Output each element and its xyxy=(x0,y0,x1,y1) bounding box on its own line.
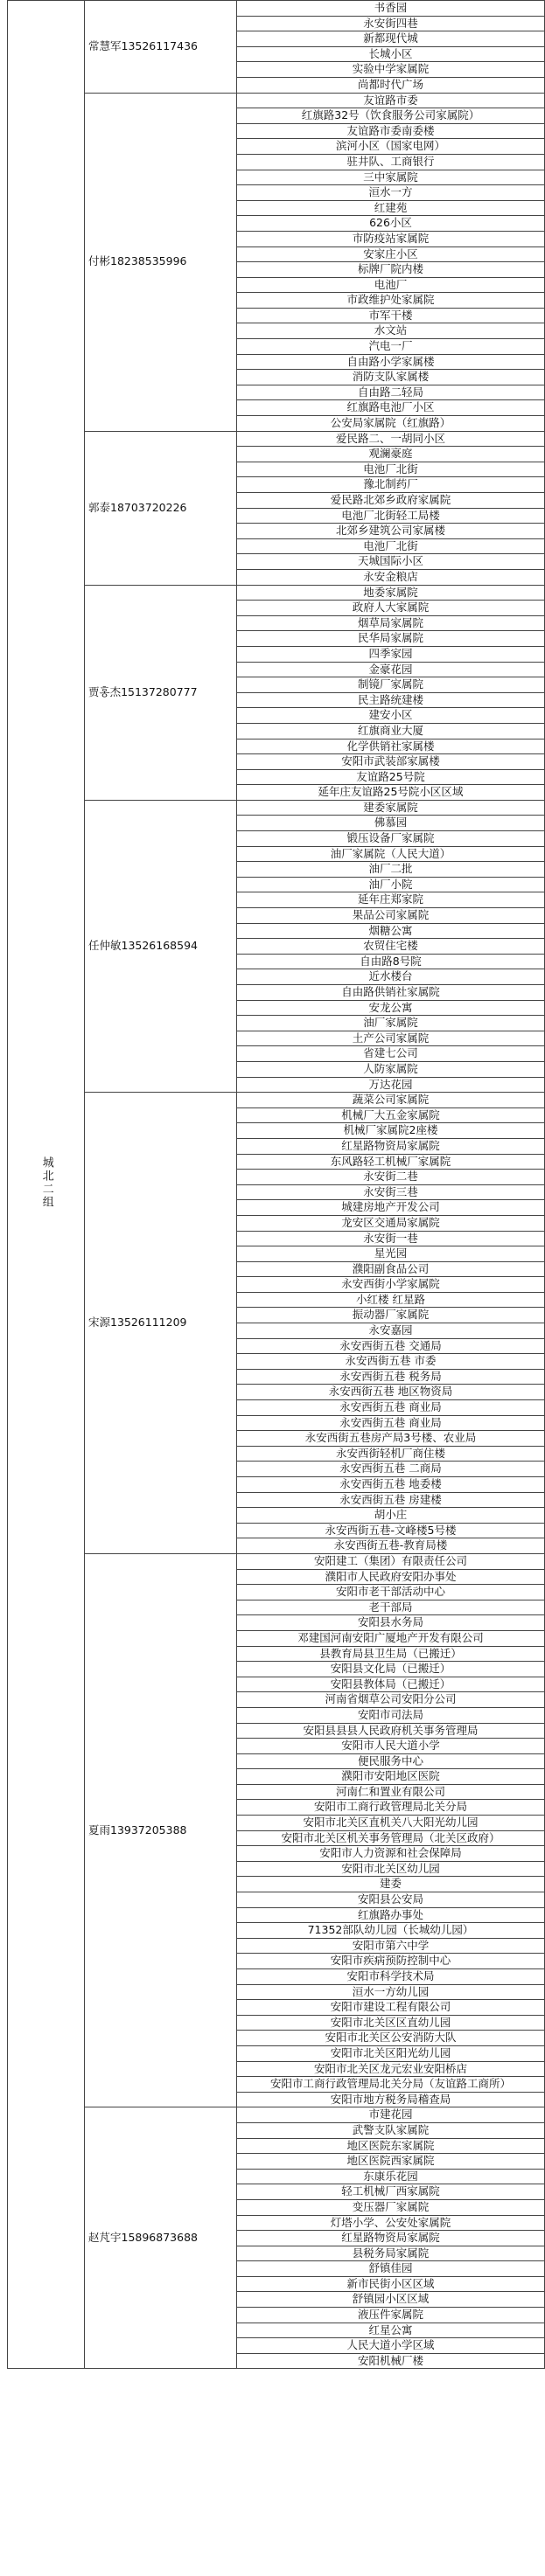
place-cell: 武警支队家属院 xyxy=(237,2122,545,2138)
place-cell: 安阳市北关区龙元宏业安阳桥店 xyxy=(237,2061,545,2077)
place-cell: 永安金粮店 xyxy=(237,569,545,585)
place-cell: 新市民街小区区域 xyxy=(237,2276,545,2292)
place-cell: 安阳市人民大道小学 xyxy=(237,1739,545,1754)
place-cell: 制镜厂家属院 xyxy=(237,677,545,693)
place-cell: 市防疫站家属院 xyxy=(237,231,545,246)
place-cell: 安阳市地方税务局稽查局 xyxy=(237,2092,545,2107)
place-cell: 星光园 xyxy=(237,1246,545,1262)
place-cell: 河南省烟草公司安阳分公司 xyxy=(237,1692,545,1708)
place-cell: 实验中学家属院 xyxy=(237,62,545,78)
place-cell: 永安西街五巷-教育局楼 xyxy=(237,1538,545,1554)
place-cell: 东风路轻工机械厂家属院 xyxy=(237,1154,545,1170)
place-cell: 安阳县教体局（已搬迁） xyxy=(237,1677,545,1692)
place-cell: 永安西街五巷房产局3号楼、农业局 xyxy=(237,1431,545,1447)
place-cell: 安阳市北关区公安消防大队 xyxy=(237,2031,545,2046)
person-cell: 贾홍杰15137280777 xyxy=(85,585,237,800)
place-cell: 河南仁和置业有限公司 xyxy=(237,1784,545,1800)
table-row xyxy=(8,431,545,447)
place-cell: 永安西街五巷 二商局 xyxy=(237,1462,545,1477)
place-cell: 县税务局家属院 xyxy=(237,2246,545,2261)
place-cell: 红旗商业大厦 xyxy=(237,723,545,739)
place-cell: 濮阳市安阳地区医院 xyxy=(237,1769,545,1785)
place-cell: 安阳机械厂楼 xyxy=(237,2353,545,2369)
place-cell: 新都现代城 xyxy=(237,31,545,47)
place-cell: 油厂家属院 xyxy=(237,1016,545,1031)
place-cell: 蔬菜公司家属院 xyxy=(237,1093,545,1108)
place-cell: 建委 xyxy=(237,1877,545,1892)
place-cell: 土产公司家属院 xyxy=(237,1031,545,1046)
place-cell: 自由路小学家属楼 xyxy=(237,354,545,370)
place-cell: 三中家属院 xyxy=(237,170,545,185)
place-cell: 机械厂大五金家属院 xyxy=(237,1107,545,1123)
place-cell: 市建花园 xyxy=(237,2107,545,2123)
place-cell: 安阳市科学技术局 xyxy=(237,1969,545,1985)
place-cell: 人防家属院 xyxy=(237,1061,545,1077)
place-cell: 农贸住宅楼 xyxy=(237,939,545,955)
place-cell: 友谊路市委南委楼 xyxy=(237,123,545,139)
place-cell: 油厂二批 xyxy=(237,862,545,878)
place-cell: 友谊路25号院 xyxy=(237,769,545,785)
place-cell: 地区医院东家属院 xyxy=(237,2138,545,2154)
place-cell: 轻工机械厂西家属院 xyxy=(237,2184,545,2200)
place-cell: 地区医院西家属院 xyxy=(237,2154,545,2170)
place-cell: 安阳市北关区阳光幼儿园 xyxy=(237,2045,545,2061)
place-cell: 金豪花园 xyxy=(237,662,545,677)
place-cell: 便民服务中心 xyxy=(237,1753,545,1769)
place-cell: 老干部局 xyxy=(237,1600,545,1615)
place-cell: 安阳市北关区幼儿园 xyxy=(237,1861,545,1877)
place-cell: 永安街三巷 xyxy=(237,1184,545,1200)
place-cell: 民华局家属院 xyxy=(237,631,545,647)
place-cell: 电池厂 xyxy=(237,277,545,293)
place-cell: 近水楼台 xyxy=(237,969,545,985)
place-cell: 红星路物资局家属院 xyxy=(237,1138,545,1154)
table-row xyxy=(8,1,545,17)
table-row xyxy=(8,585,545,601)
place-cell: 安阳建工（集团）有限责任公司 xyxy=(237,1553,545,1569)
place-cell: 化学供销社家属楼 xyxy=(237,739,545,754)
place-cell: 人民大道小学区域 xyxy=(237,2338,545,2354)
place-cell: 四季家园 xyxy=(237,646,545,662)
place-cell: 红星路物资局家属院 xyxy=(237,2231,545,2246)
table-row xyxy=(8,1553,545,1569)
place-cell: 红旗路办事处 xyxy=(237,1907,545,1923)
table-row xyxy=(8,93,545,108)
place-cell: 安阳县县县人民政府机关事务管理局 xyxy=(237,1723,545,1739)
place-cell: 洹水一方幼儿园 xyxy=(237,1984,545,2000)
place-cell: 果品公司家属院 xyxy=(237,908,545,924)
group-cell xyxy=(8,1,85,2369)
place-cell: 永安西街五巷 地委楼 xyxy=(237,1477,545,1493)
place-cell: 尚都时代广场 xyxy=(237,77,545,93)
place-cell: 观澜豪庭 xyxy=(237,447,545,462)
place-cell: 安龙公寓 xyxy=(237,1000,545,1016)
place-cell: 省建七公司 xyxy=(237,1046,545,1062)
place-cell: 安阳市北关区直机关八大阳光幼儿园 xyxy=(237,1816,545,1831)
place-cell: 机械厂家属院2座楼 xyxy=(237,1123,545,1139)
place-cell: 市政维护处家属院 xyxy=(237,293,545,309)
assignment-table-body xyxy=(8,1,545,2369)
place-cell: 永安西街五巷 交通局 xyxy=(237,1338,545,1354)
place-cell: 安家庄小区 xyxy=(237,246,545,262)
place-cell: 安阳市第六中学 xyxy=(237,1938,545,1954)
place-cell: 滨河小区（国家电网） xyxy=(237,139,545,155)
person-cell: 付彬18238535996 xyxy=(85,93,237,431)
place-cell: 安阳市司法局 xyxy=(237,1707,545,1723)
place-cell: 振动器厂家属院 xyxy=(237,1308,545,1323)
group-label: 城北二组 xyxy=(39,1156,53,1209)
place-cell: 安阳市人力资源和社会保障局 xyxy=(237,1846,545,1862)
place-cell: 延年庄郑家院 xyxy=(237,892,545,908)
place-cell: 水文站 xyxy=(237,323,545,339)
place-cell: 东康乐花园 xyxy=(237,2169,545,2184)
place-cell: 建安小区 xyxy=(237,708,545,724)
place-cell: 胡小庄 xyxy=(237,1508,545,1524)
place-cell: 书香园 xyxy=(237,1,545,17)
place-cell: 烟糖公寓 xyxy=(237,923,545,939)
place-cell: 友谊路市委 xyxy=(237,93,545,108)
place-cell: 豫北制药厂 xyxy=(237,477,545,493)
place-cell: 626小区 xyxy=(237,216,545,232)
person-cell: 常慧军13526117436 xyxy=(85,1,237,94)
place-cell: 自由路供销社家属院 xyxy=(237,985,545,1001)
place-cell: 油厂家属院（人民大道） xyxy=(237,846,545,862)
place-cell: 灯塔小学、公安处家属院 xyxy=(237,2215,545,2231)
place-cell: 龙安区交通局家属院 xyxy=(237,1215,545,1231)
place-cell: 永安街一巷 xyxy=(237,1231,545,1246)
place-cell: 永安西街五巷-文峰楼5号楼 xyxy=(237,1523,545,1538)
person-cell: 任仲敏13526168594 xyxy=(85,800,237,1092)
place-cell: 汽电一厂 xyxy=(237,339,545,355)
place-cell: 自由路8号院 xyxy=(237,954,545,969)
place-cell: 变压器厂家属院 xyxy=(237,2199,545,2215)
place-cell: 爱民路北郊乡政府家属院 xyxy=(237,493,545,509)
place-cell: 安阳市北关区区直幼儿园 xyxy=(237,2015,545,2031)
place-cell: 建委家属院 xyxy=(237,800,545,816)
place-cell: 舒镇园小区区域 xyxy=(237,2292,545,2308)
place-cell: 自由路二轻局 xyxy=(237,385,545,400)
place-cell: 红旗路32号（饮食服务公司家属院） xyxy=(237,108,545,124)
place-cell: 安阳市工商行政管理局北关分局（友谊路工商所） xyxy=(237,2077,545,2093)
place-cell: 万达花园 xyxy=(237,1077,545,1093)
place-cell: 天城国际小区 xyxy=(237,554,545,570)
place-cell: 安阳市北关区机关事务管理局（北关区政府） xyxy=(237,1830,545,1846)
place-cell: 安阳市工商行政管理局北关分局 xyxy=(237,1800,545,1816)
place-cell: 濮阳市人民政府安阳办事处 xyxy=(237,1569,545,1585)
place-cell: 永安西街五巷 商业局 xyxy=(237,1400,545,1416)
place-cell: 红星公寓 xyxy=(237,2323,545,2338)
place-cell: 永安西街五巷 税务局 xyxy=(237,1369,545,1385)
place-cell: 红旗路电池厂小区 xyxy=(237,400,545,416)
place-cell: 永安西街五巷 市委 xyxy=(237,1354,545,1370)
place-cell: 标牌厂院内楼 xyxy=(237,262,545,278)
table-row xyxy=(8,2107,545,2123)
place-cell: 电池厂北街轻工局楼 xyxy=(237,508,545,524)
place-cell: 安阳市武装部家属楼 xyxy=(237,754,545,770)
place-cell: 县教育局县卫生局（已搬迁） xyxy=(237,1646,545,1662)
place-cell: 油厂小院 xyxy=(237,877,545,892)
place-cell: 液压件家属院 xyxy=(237,2308,545,2323)
place-cell: 永安街二巷 xyxy=(237,1170,545,1185)
place-cell: 永安西街小学家属院 xyxy=(237,1277,545,1293)
place-cell: 消防支队家属楼 xyxy=(237,370,545,385)
place-cell: 邓建国河南安阳广厦地产开发有限公司 xyxy=(237,1630,545,1646)
person-cell: 赵芃宇15896873688 xyxy=(85,2107,237,2369)
place-cell: 公安局家属院（红旗路） xyxy=(237,416,545,432)
place-cell: 永安西街五巷 房建楼 xyxy=(237,1492,545,1508)
place-cell: 永安嘉园 xyxy=(237,1323,545,1339)
person-cell: 郭泰18703720226 xyxy=(85,431,237,585)
place-cell: 安阳县水务局 xyxy=(237,1615,545,1631)
place-cell: 小红楼 红星路 xyxy=(237,1292,545,1308)
place-cell: 永安西街轻机厂商住楼 xyxy=(237,1446,545,1462)
place-cell: 长城小区 xyxy=(237,46,545,62)
place-cell: 濮阳副食品公司 xyxy=(237,1261,545,1277)
place-cell: 市军干楼 xyxy=(237,308,545,323)
place-cell: 地委家属院 xyxy=(237,585,545,601)
place-cell: 安阳县公安局 xyxy=(237,1892,545,1908)
place-cell: 延年庄友谊路25号院小区区域 xyxy=(237,785,545,801)
place-cell: 城建房地产开发公司 xyxy=(237,1200,545,1216)
assignment-table xyxy=(7,0,545,2369)
place-cell: 电池厂北街 xyxy=(237,462,545,477)
place-cell: 佛慕园 xyxy=(237,816,545,831)
place-cell: 永安西街五巷 商业局 xyxy=(237,1415,545,1431)
person-cell: 夏雨13937205388 xyxy=(85,1553,237,2107)
place-cell: 71352部队幼儿园（长城幼儿园） xyxy=(237,1923,545,1939)
place-cell: 北郊乡建筑公司家属楼 xyxy=(237,524,545,539)
table-row xyxy=(8,1093,545,1108)
place-cell: 安阳市建设工程有限公司 xyxy=(237,2000,545,2016)
place-cell: 安阳县文化局（已搬迁） xyxy=(237,1662,545,1677)
place-cell: 爱民路二、一胡同小区 xyxy=(237,431,545,447)
place-cell: 电池厂北街 xyxy=(237,538,545,554)
place-cell: 烟草局家属院 xyxy=(237,615,545,631)
place-cell: 安阳市老干部活动中心 xyxy=(237,1585,545,1600)
place-cell: 红建苑 xyxy=(237,200,545,216)
place-cell: 政府人大家属院 xyxy=(237,601,545,616)
place-cell: 洹水一方 xyxy=(237,185,545,201)
person-cell: 宋源13526111209 xyxy=(85,1093,237,1554)
place-cell: 锻压设备厂家属院 xyxy=(237,831,545,847)
place-cell: 安阳市疾病预防控制中心 xyxy=(237,1954,545,1969)
place-cell: 驻井队、工商银行 xyxy=(237,154,545,170)
table-row xyxy=(8,800,545,816)
place-cell: 永安西街五巷 地区物资局 xyxy=(237,1385,545,1400)
place-cell: 舒镇佳园 xyxy=(237,2261,545,2277)
place-cell: 永安街四巷 xyxy=(237,16,545,31)
place-cell: 民主路统建楼 xyxy=(237,692,545,708)
